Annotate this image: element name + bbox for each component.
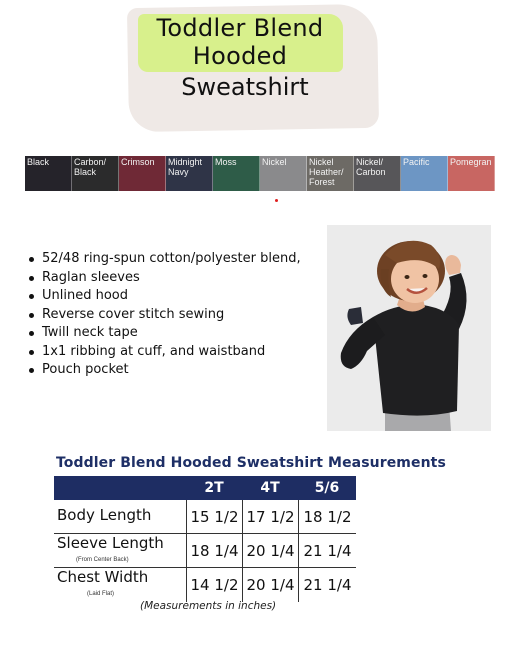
row-label-cell bbox=[54, 534, 186, 567]
table-cell: 20 1/4 bbox=[242, 534, 298, 567]
table-cell: 15 1/2 bbox=[186, 500, 242, 533]
feature-item: Reverse cover stitch sewing bbox=[27, 306, 301, 325]
title-line-3: Sweatshirt bbox=[181, 73, 309, 101]
table-cell: 21 1/4 bbox=[298, 568, 356, 602]
table-row bbox=[54, 568, 356, 602]
swatch-nickel-heather-forest[interactable] bbox=[307, 156, 354, 191]
swatch-crimson[interactable] bbox=[119, 156, 166, 191]
swatch-carbon-black[interactable] bbox=[72, 156, 119, 191]
header-blank-cell bbox=[54, 476, 186, 500]
measurements-title: Toddler Blend Hooded Sweatshirt Measurements bbox=[56, 455, 446, 471]
feature-item: 1x1 ribbing at cuff, and waistband bbox=[27, 343, 301, 362]
title-brush-background-lower bbox=[160, 98, 375, 128]
row-sublabel: (From Center Back) bbox=[76, 557, 129, 563]
table-cell: 18 1/2 bbox=[298, 500, 356, 533]
feature-item: Raglan sleeves bbox=[27, 269, 301, 288]
table-header-row bbox=[54, 476, 356, 500]
product-photo bbox=[327, 225, 491, 431]
row-sublabel: (Laid Flat) bbox=[87, 591, 115, 597]
page-title bbox=[140, 14, 340, 70]
swatch-label: Nickel bbox=[262, 157, 287, 167]
row-label: Body Length bbox=[57, 506, 152, 524]
measurements-table bbox=[54, 476, 356, 602]
toddler-illustration bbox=[327, 225, 491, 431]
swatch-label: Nickel Heather/ Forest bbox=[309, 157, 344, 187]
feature-list bbox=[27, 250, 301, 380]
table-cell: 17 1/2 bbox=[242, 500, 298, 533]
table-cell: 20 1/4 bbox=[242, 568, 298, 602]
table-cell: 18 1/4 bbox=[186, 534, 242, 567]
swatch-label: Midnight Navy bbox=[168, 157, 203, 177]
swatch-black[interactable] bbox=[25, 156, 72, 191]
column-header: 5/6 bbox=[314, 480, 340, 496]
swatch-label: Nickel/ Carbon bbox=[356, 157, 386, 177]
swatch-moss[interactable] bbox=[213, 156, 260, 191]
swatch-label: Moss bbox=[215, 157, 237, 167]
table-row bbox=[54, 500, 356, 534]
measurements-note: (Measurements in inches) bbox=[140, 600, 277, 612]
column-header: 2T bbox=[204, 480, 224, 496]
row-label: Sleeve Length bbox=[57, 534, 164, 552]
swatch-label: Pacific bbox=[403, 157, 430, 167]
title-line-2: Hooded bbox=[192, 42, 288, 70]
table-cell: 21 1/4 bbox=[298, 534, 356, 567]
color-swatch-strip bbox=[25, 156, 495, 191]
row-label-cell bbox=[54, 500, 186, 533]
column-header: 4T bbox=[260, 480, 280, 496]
swatch-pacific[interactable] bbox=[401, 156, 448, 191]
swatch-midnight-navy[interactable] bbox=[166, 156, 213, 191]
row-label-cell bbox=[54, 568, 186, 602]
feature-item: Twill neck tape bbox=[27, 324, 301, 343]
indicator-dot bbox=[275, 199, 278, 202]
swatch-nickel[interactable] bbox=[260, 156, 307, 191]
title-line-1: Toddler Blend bbox=[156, 14, 324, 42]
feature-item: Unlined hood bbox=[27, 287, 301, 306]
table-row bbox=[54, 534, 356, 568]
table-cell: 14 1/2 bbox=[186, 568, 242, 602]
feature-item: Pouch pocket bbox=[27, 361, 301, 380]
feature-item: 52/48 ring-spun cotton/polyester blend, bbox=[27, 250, 301, 269]
swatch-label: Carbon/ Black bbox=[74, 157, 107, 177]
swatch-label: Pomegran bbox=[450, 157, 492, 167]
swatch-label: Crimson bbox=[121, 157, 155, 167]
swatch-nickel-carbon[interactable] bbox=[354, 156, 401, 191]
row-label: Chest Width bbox=[57, 568, 149, 586]
swatch-pomegranate[interactable] bbox=[448, 156, 495, 191]
swatch-label: Black bbox=[27, 157, 50, 167]
